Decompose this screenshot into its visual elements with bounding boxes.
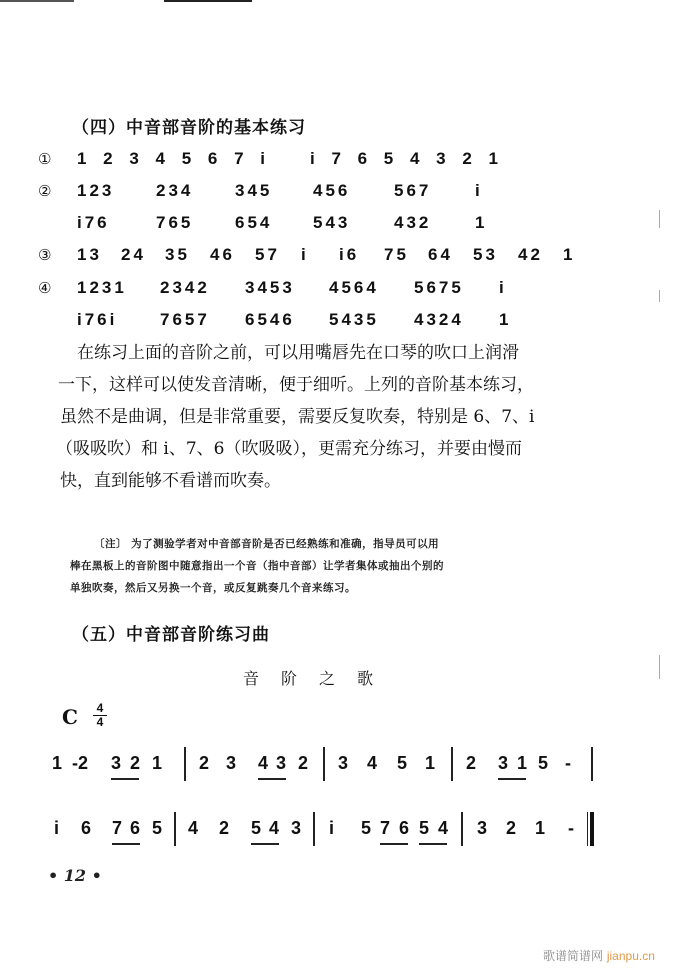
paragraph-line: 在练习上面的音阶之前，可以用嘴唇先在口琴的吹口上润滑 (77, 343, 519, 363)
note: 3 (226, 753, 237, 773)
note-group: 6546 (245, 310, 295, 329)
note-group: 654 (235, 213, 273, 232)
note: 5 (152, 818, 163, 838)
note: 2 (199, 753, 210, 773)
note-line: 单独吹奏，然后又另换一个音，或反复跳奏几个音来练习。 (70, 582, 356, 594)
song-title: 音阶之歌 (243, 669, 396, 688)
exercise-number: ③ (38, 246, 52, 264)
note-group: 64 (428, 245, 453, 264)
note: 3 (338, 753, 349, 773)
note: 3 (477, 818, 488, 838)
note-group: 456 (313, 181, 351, 200)
note-group: 4564 (329, 278, 379, 297)
scan-mark (659, 210, 660, 228)
note: 5 (397, 753, 408, 773)
watermark-site-name: 歌谱简谱网 (543, 949, 604, 963)
note-group: 53 (473, 245, 498, 264)
barline (451, 747, 453, 781)
note: 4 (438, 818, 449, 838)
note-group: 5675 (414, 278, 464, 297)
barline (313, 812, 315, 846)
note: 7 (380, 818, 391, 838)
note-group: 46 (210, 245, 235, 264)
watermark (543, 947, 655, 964)
barline (184, 747, 186, 781)
time-signature-top: 4 (96, 701, 104, 715)
note-group: 543 (313, 213, 351, 232)
exercise-row-3 (0, 245, 690, 267)
scale-descending: i 7 6 5 4 3 2 1 (310, 149, 504, 168)
note-group: 1 (499, 310, 512, 329)
note: 5 (419, 818, 430, 838)
teacher-note (70, 533, 570, 599)
note-group: 765 (156, 213, 194, 232)
time-signature-bottom: 4 (96, 715, 104, 729)
note-line: 棒在黑板上的音阶图中随意指出一个音（指中音部）让学者集体或抽出个别的 (70, 560, 444, 572)
note-group: i (301, 245, 309, 264)
note-group: 3453 (245, 278, 295, 297)
note-group: i76i (77, 310, 118, 329)
barline (174, 812, 176, 846)
exercise-number: ④ (38, 279, 52, 297)
note-group: 345 (235, 181, 273, 200)
page-edge-line (0, 0, 74, 2)
note-group: 1 (563, 245, 576, 264)
section-5-heading: （五）中音部音阶练习曲 (72, 625, 270, 645)
scale-ascending: 1 2 3 4 5 6 7 i (77, 149, 271, 168)
barline (461, 812, 463, 846)
note: -2 (72, 753, 89, 773)
note: 6 (130, 818, 141, 838)
dash: - (565, 753, 571, 773)
note: 3 (111, 753, 122, 773)
key-signature: C (62, 705, 78, 729)
exercise-row-1 (0, 149, 690, 171)
eighth-beam (112, 843, 140, 845)
note-group: 1231 (77, 278, 127, 297)
note: 3 (291, 818, 302, 838)
exercise-row-4 (0, 278, 690, 300)
note: 4 (188, 818, 199, 838)
score-line-2 (0, 810, 690, 850)
note-group: 35 (165, 245, 190, 264)
note-line: 〔注〕 为了测验学者对中音部音阶是否已经熟练和准确，指导员可以用 (94, 538, 440, 550)
time-signature (93, 703, 107, 728)
note-group: i (475, 181, 483, 200)
end-barline (591, 747, 593, 781)
note: 2 (298, 753, 309, 773)
note: 3 (276, 753, 287, 773)
exercise-row-2 (0, 181, 690, 203)
note: i (54, 818, 60, 838)
scan-mark (659, 290, 660, 302)
note-group: 2342 (160, 278, 210, 297)
note: 2 (219, 818, 230, 838)
paragraph-line: 一下，这样可以使发音清晰，便于细听。上列的音阶基本练习， (58, 375, 534, 395)
note: 6 (399, 818, 410, 838)
exercise-number: ① (38, 150, 52, 168)
note: 1 (52, 753, 63, 773)
eighth-beam (251, 843, 279, 845)
note: 5 (538, 753, 549, 773)
note: 1 (517, 753, 528, 773)
eighth-beam (380, 843, 408, 845)
instruction-paragraph (56, 337, 620, 497)
exercise-row-2b (0, 213, 690, 235)
page-number: • 12 • (48, 866, 102, 885)
note-group: 42 (518, 245, 543, 264)
dash: - (568, 818, 574, 838)
eighth-beam (498, 778, 526, 780)
note: 4 (258, 753, 269, 773)
eighth-beam (258, 778, 286, 780)
note: 4 (269, 818, 280, 838)
note-group: 432 (394, 213, 432, 232)
note: i (329, 818, 335, 838)
note: 1 (152, 753, 163, 773)
watermark-site-url: jianpu.cn (606, 949, 655, 963)
note-group: 1 (475, 213, 488, 232)
eighth-beam (419, 843, 447, 845)
note-group: 123 (77, 181, 115, 200)
final-barline-thick (590, 812, 594, 846)
note: 2 (130, 753, 141, 773)
page-edge-line (164, 0, 252, 2)
note-group: 75 (384, 245, 409, 264)
exercise-number: ② (38, 182, 52, 200)
note-group: i (499, 278, 507, 297)
note-group: 13 (77, 245, 102, 264)
note-group: 24 (121, 245, 146, 264)
paragraph-line: 虽然不是曲调，但是非常重要，需要反复吹奏，特别是 6、7、i (60, 407, 535, 427)
scan-mark (659, 655, 660, 679)
note: 2 (466, 753, 477, 773)
note: 5 (251, 818, 262, 838)
paragraph-line: 快，直到能够不看谱而吹奏。 (60, 471, 281, 491)
score-line-1 (0, 745, 690, 785)
section-4-heading: （四）中音部音阶的基本练习 (72, 118, 306, 138)
note: 6 (81, 818, 92, 838)
note: 2 (506, 818, 517, 838)
note-group: 567 (394, 181, 432, 200)
final-barline-thin (587, 812, 588, 846)
paragraph-line: （吸吸吹）和 i、7、6（吹吸吸），更需充分练习，并要由慢而 (56, 439, 522, 459)
note-group: 7657 (160, 310, 210, 329)
exercise-row-4b (0, 310, 690, 332)
note-group: 5435 (329, 310, 379, 329)
note-group: 4324 (414, 310, 464, 329)
note-group: 234 (156, 181, 194, 200)
barline (323, 747, 325, 781)
note-group: 57 (255, 245, 280, 264)
note: 1 (425, 753, 436, 773)
note: 7 (112, 818, 123, 838)
note: 5 (361, 818, 372, 838)
note: 1 (535, 818, 546, 838)
eighth-beam (111, 778, 139, 780)
note-group: i6 (339, 245, 360, 264)
note: 3 (498, 753, 509, 773)
note-group: i76 (77, 213, 110, 232)
note: 4 (367, 753, 378, 773)
